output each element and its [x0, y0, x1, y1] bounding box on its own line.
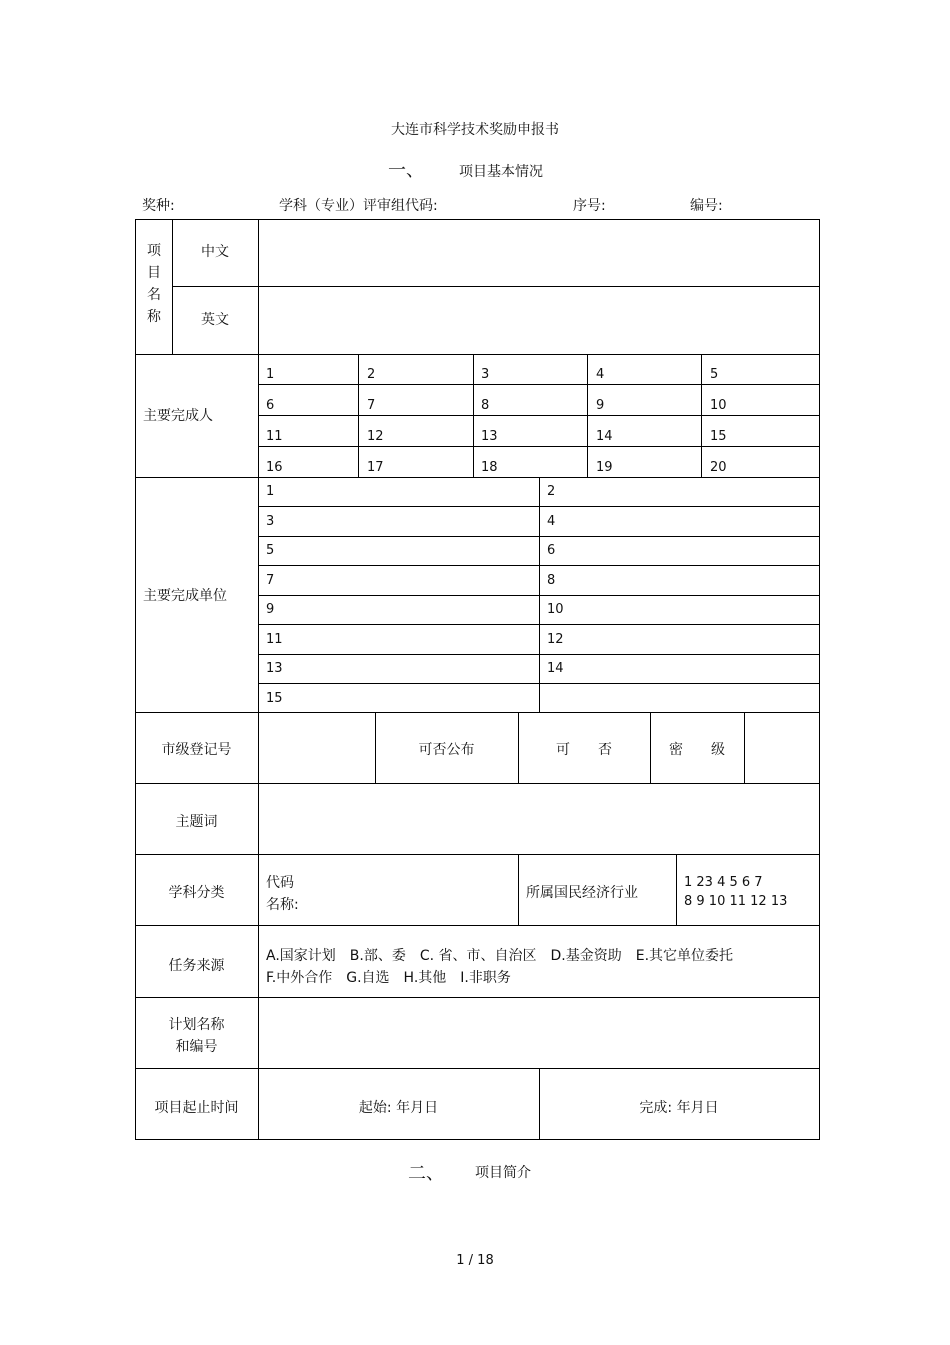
keywords-label: 主题词: [175, 814, 218, 830]
discipline-label: 学科分类: [168, 885, 225, 901]
period-start[interactable]: 起始: 年月日: [358, 1100, 439, 1116]
project-name-char: 项: [147, 243, 161, 259]
publish-label: 可否公布: [418, 742, 475, 758]
person-slot[interactable]: 20: [710, 460, 727, 475]
person-slot[interactable]: 1: [266, 367, 275, 382]
section1-label: 项目基本情况: [459, 164, 543, 180]
person-slot[interactable]: 19: [596, 460, 613, 475]
unit-slot[interactable]: 2: [547, 484, 556, 499]
award-type-label: 奖种:: [142, 198, 175, 214]
industry-codes-line2: 8 9 10 11 12 13: [684, 894, 788, 909]
section2-label: 项目简介: [475, 1165, 531, 1181]
task-source-options-line2[interactable]: F.中外合作 G.自选 H.其他 I.非职务: [266, 970, 511, 986]
period-label: 项目起止时间: [154, 1100, 239, 1116]
project-name-char: 名: [147, 287, 161, 303]
task-source-label: 任务来源: [168, 958, 225, 974]
group-code-label: 学科（专业）评审组代码:: [279, 198, 438, 214]
task-source-options-line1[interactable]: A.国家计划 B.部、委 C. 省、市、自治区 D.基金资助 E.其它单位委托: [266, 948, 734, 964]
unit-slot[interactable]: 7: [266, 573, 275, 588]
sequence-label: 序号:: [573, 198, 606, 214]
code-label: 编号:: [690, 198, 723, 214]
unit-slot[interactable]: 8: [547, 573, 556, 588]
unit-slot[interactable]: 1: [266, 484, 275, 499]
unit-slot[interactable]: 15: [266, 691, 283, 706]
secret-level-label: 密 级: [669, 742, 725, 758]
period-end[interactable]: 完成: 年月日: [639, 1100, 719, 1116]
plan-field[interactable]: [259, 998, 819, 1068]
person-slot[interactable]: 8: [481, 398, 490, 413]
person-slot[interactable]: 13: [481, 429, 498, 444]
document-title: 大连市科学技术奖励申报书: [391, 122, 559, 138]
unit-slot[interactable]: 4: [547, 514, 556, 529]
english-name-label: 英文: [201, 312, 229, 328]
person-slot[interactable]: 7: [367, 398, 376, 413]
registration-field[interactable]: [259, 713, 375, 783]
person-slot[interactable]: 11: [266, 429, 283, 444]
person-slot[interactable]: 15: [710, 429, 727, 444]
project-name-label: [136, 240, 172, 328]
unit-slot[interactable]: 6: [547, 543, 556, 558]
registration-label: 市级登记号: [161, 742, 232, 758]
keywords-field[interactable]: [259, 784, 819, 854]
main-persons-label: 主要完成人: [143, 408, 213, 424]
unit-slot[interactable]: 3: [266, 514, 275, 529]
unit-slot[interactable]: 12: [547, 632, 564, 647]
chinese-name-label: 中文: [201, 244, 229, 260]
unit-slot[interactable]: 13: [266, 661, 283, 676]
main-units-label: 主要完成单位: [143, 588, 227, 604]
person-slot[interactable]: 10: [710, 398, 727, 413]
chinese-name-field[interactable]: [259, 220, 819, 286]
person-slot[interactable]: 18: [481, 460, 498, 475]
person-slot[interactable]: 14: [596, 429, 613, 444]
person-slot[interactable]: 6: [266, 398, 275, 413]
industry-label: 所属国民经济行业: [526, 885, 638, 901]
person-slot[interactable]: 5: [710, 367, 719, 382]
person-slot[interactable]: 3: [481, 367, 490, 382]
person-slot[interactable]: 2: [367, 367, 376, 382]
unit-slot[interactable]: 14: [547, 661, 564, 676]
discipline-code-label: 代码: [266, 875, 294, 891]
industry-codes-line1: 1 23 4 5 6 7: [684, 875, 763, 890]
unit-slot[interactable]: 10: [547, 602, 564, 617]
person-slot[interactable]: 12: [367, 429, 384, 444]
person-slot[interactable]: 9: [596, 398, 605, 413]
section1-number: 一、: [388, 160, 424, 181]
unit-slot[interactable]: 11: [266, 632, 283, 647]
secret-level-field[interactable]: [745, 713, 819, 783]
person-slot[interactable]: 16: [266, 460, 283, 475]
publish-yes-no[interactable]: 可 否: [556, 742, 612, 758]
project-name-char: 称: [147, 309, 161, 325]
person-slot[interactable]: 4: [596, 367, 605, 382]
plan-label-line2: 和编号: [175, 1039, 218, 1055]
section2-number: 二、: [408, 1163, 444, 1184]
project-name-char: 目: [147, 265, 161, 281]
discipline-name-label: 名称:: [266, 897, 299, 913]
unit-slot[interactable]: 5: [266, 543, 275, 558]
plan-label-line1: 计划名称: [168, 1017, 225, 1033]
person-slot[interactable]: 17: [367, 460, 384, 475]
page-number: 1 / 18: [456, 1253, 494, 1268]
english-name-field[interactable]: [259, 287, 819, 354]
unit-slot[interactable]: 9: [266, 602, 275, 617]
